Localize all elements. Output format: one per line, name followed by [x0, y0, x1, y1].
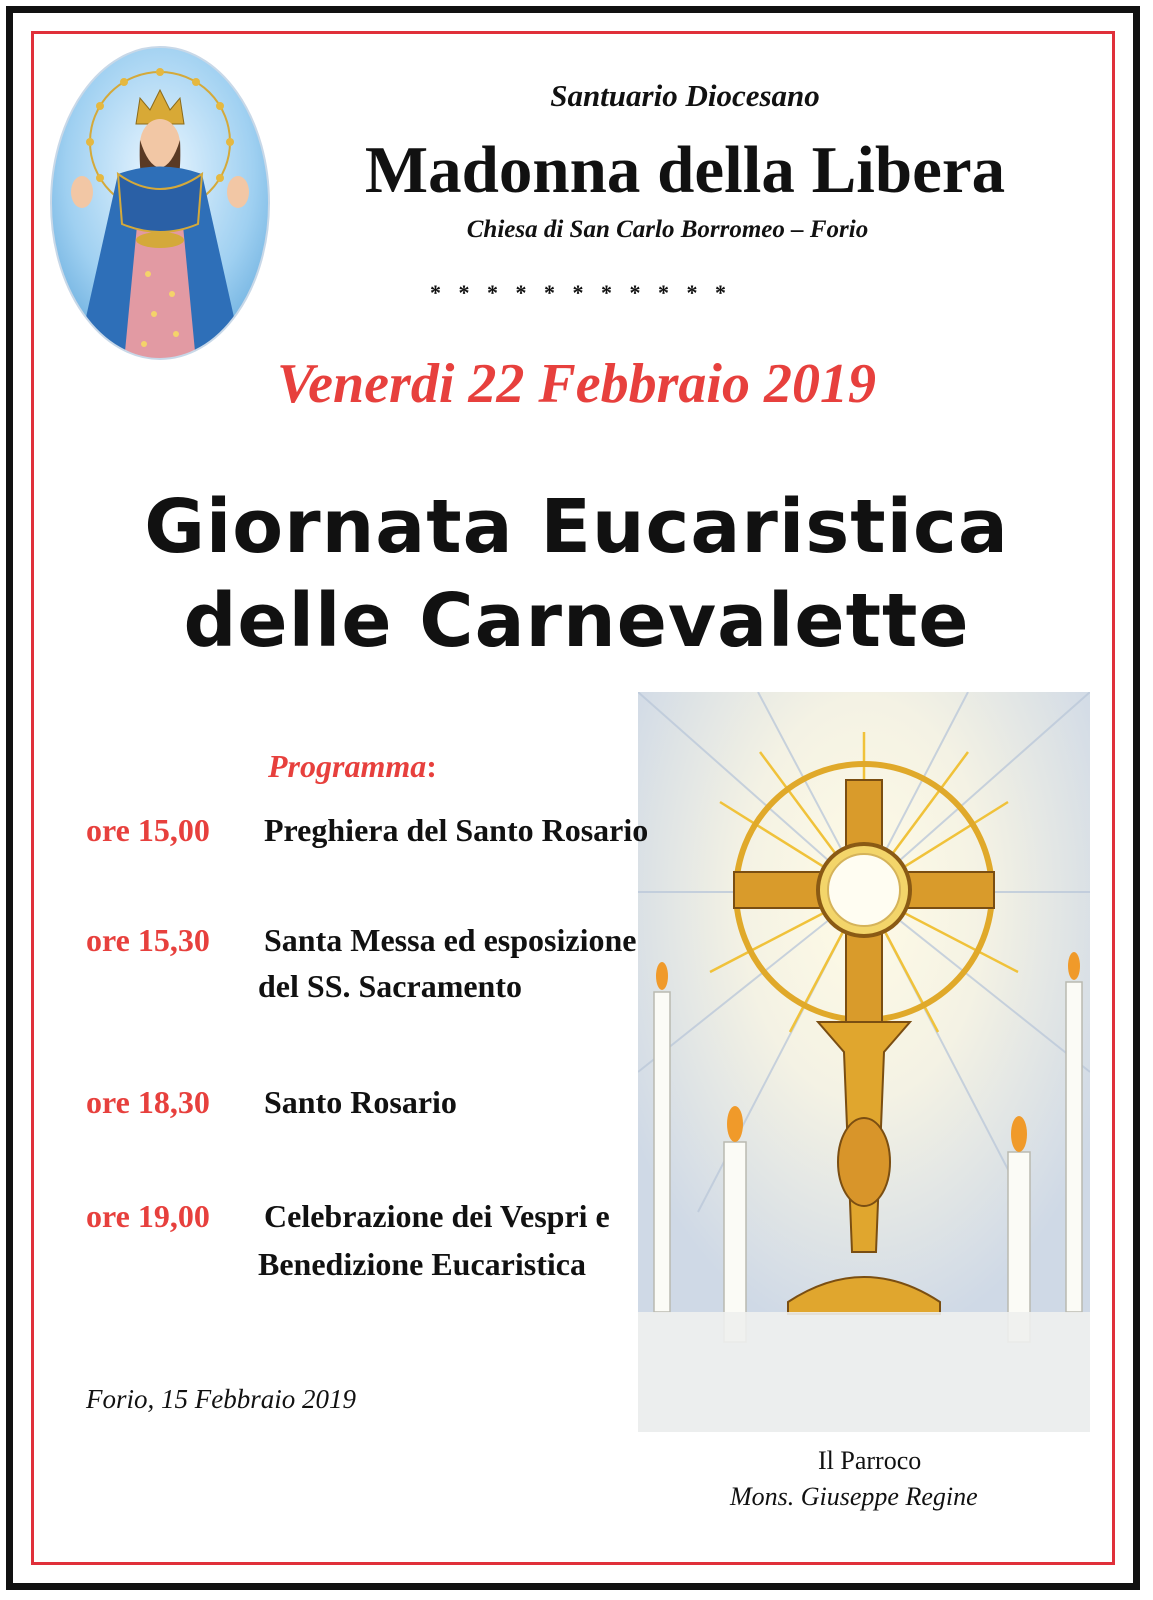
programme-time: ore 15,00 — [86, 812, 210, 848]
programme-colon: : — [426, 748, 437, 784]
signature-name: Mons. Giuseppe Regine — [730, 1482, 978, 1511]
programme-time: ore 18,30 — [86, 1084, 210, 1120]
sanctuary-subtitle: Santuario Diocesano — [550, 78, 820, 113]
programme-heading — [268, 748, 437, 785]
event-title-line2: delle Carnevalette — [183, 578, 970, 664]
programme-activity: Preghiera del Santo Rosario — [264, 812, 649, 848]
monstrance-image — [638, 692, 1090, 1432]
programme-activity-cont: Benedizione Eucaristica — [258, 1246, 586, 1282]
event-date: Venerdi 22 Febbraio 2019 — [277, 353, 876, 415]
sanctuary-title: Madonna della Libera — [364, 133, 1006, 207]
programme-time: ore 15,30 — [86, 922, 210, 958]
programme-label: Programma — [268, 748, 427, 784]
programme-activity: Santo Rosario — [264, 1084, 457, 1120]
event-title-line1: Giornata Eucaristica — [144, 484, 1009, 570]
programme-activity: Celebrazione dei Vespri e — [264, 1198, 610, 1234]
programme-activity: Santa Messa ed esposizione — [264, 922, 637, 958]
star-separator: * * * * * * * * * * * — [430, 280, 732, 305]
programme-activity-cont: del SS. Sacramento — [258, 968, 522, 1004]
signature-role: Il Parroco — [818, 1446, 922, 1475]
programme-time: ore 19,00 — [86, 1198, 210, 1234]
church-subtitle: Chiesa di San Carlo Borromeo – Forio — [466, 216, 869, 243]
place-and-date: Forio, 15 Febbraio 2019 — [86, 1384, 356, 1414]
